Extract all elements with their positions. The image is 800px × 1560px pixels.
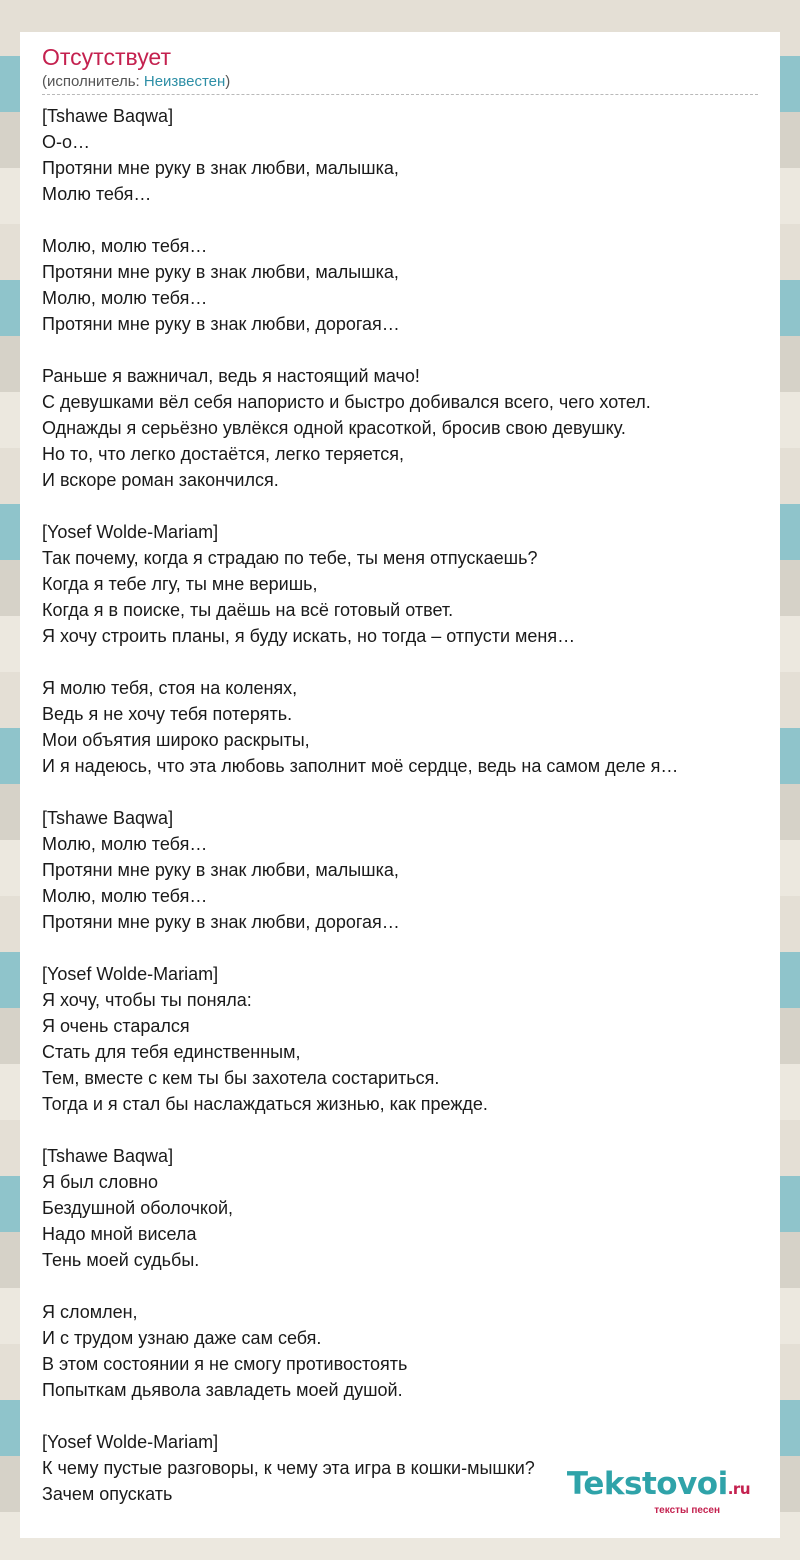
lyric-line: Протяни мне руку в знак любви, малышка,	[42, 860, 399, 880]
artist-line	[42, 72, 758, 95]
lyric-line: Я был словно	[42, 1172, 158, 1192]
lyric-line: Молю, молю тебя…	[42, 236, 208, 256]
lyric-line: [Yosef Wolde-Mariam]	[42, 1432, 219, 1452]
lyric-line: К чему пустые разговоры, к чему эта игра в кошки-мышки?	[42, 1458, 535, 1478]
lyric-line: Протяни мне руку в знак любви, малышка,	[42, 158, 399, 178]
artist-suffix: )	[225, 73, 231, 90]
lyric-line: Я молю тебя, стоя на коленях,	[42, 678, 298, 698]
lyric-line: Протяни мне руку в знак любви, дорогая…	[42, 912, 400, 932]
lyric-line: Попыткам дьявола завладеть моей душой.	[42, 1380, 403, 1400]
lyric-line: Когда я в поиске, ты даёшь на всё готовый ответ.	[42, 600, 454, 620]
lyric-line: Молю, молю тебя…	[42, 886, 208, 906]
lyric-line: Но то, что легко достаётся, легко теряется,	[42, 444, 405, 464]
artist-prefix: (исполнитель:	[42, 73, 144, 90]
lyric-line: [Tshawe Baqwa]	[42, 106, 174, 126]
lyric-line: Я хочу, чтобы ты поняла:	[42, 990, 252, 1010]
lyric-line: [Tshawe Baqwa]	[42, 808, 174, 828]
lyric-blank-line	[42, 337, 758, 363]
lyric-line: Ведь я не хочу тебя потерять.	[42, 704, 293, 724]
lyric-line: Тем, вместе с кем ты бы захотела состариться.	[42, 1068, 440, 1088]
lyric-line: Тень моей судьбы.	[42, 1250, 200, 1270]
lyric-line: Раньше я важничал, ведь я настоящий мачо!	[42, 366, 420, 386]
lyric-line: Мои объятия широко раскрыты,	[42, 730, 310, 750]
lyric-line: И вскоре роман закончился.	[42, 470, 279, 490]
lyrics-body	[42, 103, 758, 1507]
lyric-line: Протяни мне руку в знак любви, дорогая…	[42, 314, 400, 334]
site-logo[interactable]	[567, 1468, 750, 1516]
lyric-line: Я сломлен,	[42, 1302, 138, 1322]
lyric-blank-line	[42, 935, 758, 961]
lyric-line: Когда я тебе лгу, ты мне веришь,	[42, 574, 318, 594]
lyric-line: Однажды я серьёзно увлёкся одной красоткой, бросив свою девушку.	[42, 418, 626, 438]
lyric-line: И я надеюсь, что эта любовь заполнит моё сердце, ведь на самом деле я…	[42, 756, 679, 776]
lyric-line: О-о…	[42, 132, 91, 152]
lyric-line: Бездушной оболочкой,	[42, 1198, 234, 1218]
lyric-line: С девушками вёл себя напористо и быстро добивался всего, чего хотел.	[42, 392, 651, 412]
lyric-blank-line	[42, 1403, 758, 1429]
lyric-blank-line	[42, 207, 758, 233]
lyric-line: [Tshawe Baqwa]	[42, 1146, 174, 1166]
lyric-line: В этом состоянии я не смогу противостоять	[42, 1354, 408, 1374]
lyric-line: Я очень старался	[42, 1016, 190, 1036]
lyric-line: Я хочу строить планы, я буду искать, но тогда – отпусти меня…	[42, 626, 576, 646]
lyric-line: Зачем опускать	[42, 1484, 173, 1504]
lyric-blank-line	[42, 779, 758, 805]
lyric-line: Стать для тебя единственным,	[42, 1042, 301, 1062]
lyric-blank-line	[42, 1117, 758, 1143]
lyric-line: И с трудом узнаю даже сам себя.	[42, 1328, 322, 1348]
lyric-blank-line	[42, 1273, 758, 1299]
lyric-line: Тогда и я стал бы наслаждаться жизнью, как прежде.	[42, 1094, 488, 1114]
lyric-line: [Yosef Wolde-Mariam]	[42, 964, 219, 984]
lyric-blank-line	[42, 649, 758, 675]
lyrics-card	[20, 32, 780, 1538]
song-title: Отсутствует	[42, 44, 171, 70]
logo-tagline: тексты песен	[654, 1505, 720, 1516]
lyric-line: Молю, молю тебя…	[42, 834, 208, 854]
logo-domain: .ru	[727, 1480, 750, 1498]
artist-link[interactable]: Неизвестен	[143, 73, 226, 90]
lyric-line: [Yosef Wolde-Mariam]	[42, 522, 219, 542]
lyric-line: Молю, молю тебя…	[42, 288, 208, 308]
lyric-line: Протяни мне руку в знак любви, малышка,	[42, 262, 399, 282]
lyric-line: Надо мной висела	[42, 1224, 197, 1244]
lyric-line: Так почему, когда я страдаю по тебе, ты меня отпускаешь?	[42, 548, 538, 568]
lyric-line: Молю тебя…	[42, 184, 152, 204]
lyric-blank-line	[42, 493, 758, 519]
logo-text: Tekstovoi	[566, 1466, 728, 1502]
